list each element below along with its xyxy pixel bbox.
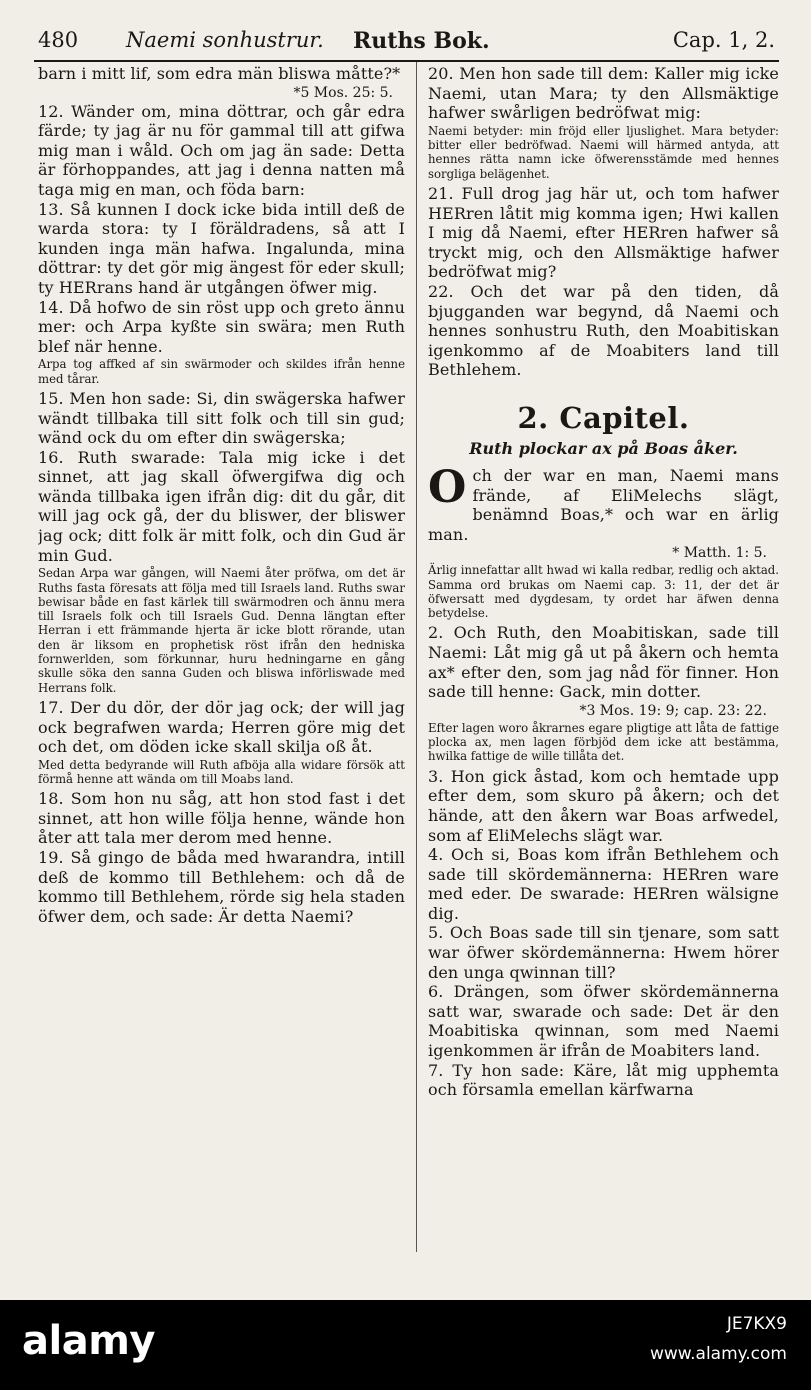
drop-cap: O: [428, 461, 467, 513]
verse-paragraph: 4. Och si, Boas kom ifrån Bethlehem och sade till skördemännerna: HERren ware med eder. De swarade: HERren wälsigne dig.: [428, 845, 779, 923]
cross-reference: * Matth. 1: 5.: [672, 545, 767, 562]
commentary-note: Arpa tog affked af sin swärmoder och skildes ifrån henne med tårar.: [38, 357, 405, 386]
verse-paragraph: 5. Och Boas sade till sin tjenare, som satt war öfwer skördemännerna: Hwem hörer den unga qwinnan till?: [428, 923, 779, 982]
verse-paragraph: 15. Men hon sade: Si, din swägerska hafwer wändt tillbaka till sitt folk och till sin gud; wänd ock du om efter din swägerska;: [38, 388, 405, 448]
opening-verse-text: ch der war en man, Naemi mans frände, af EliMelechs slägt, benämnd Boas,* och war en ärlig man.: [428, 465, 779, 544]
verse-paragraph: 3. Hon gick åstad, kom och hemtade upp efter dem, som skuro på åkern; och det hände, att den åkern war Boas arfwedel, som af EliMelechs slägt war.: [428, 766, 779, 845]
right-column: [428, 64, 779, 1100]
verse-paragraph: 12. Wänder om, mina döttrar, och går edra färde; ty jag är nu för gammal till att gifwa mig man i wåld. Och om jag än sade: Detta är förhoppandes, att jag i denna natten må taga mig en man, och föda barn:: [38, 101, 405, 199]
verse-paragraph: 18. Som hon nu såg, att hon stod fast i det sinnet, att hon wille följa henne, wände hon åter att tala mer derom med henne.: [38, 789, 405, 848]
cross-reference: *3 Mos. 19: 9; cap. 23: 22.: [579, 702, 767, 719]
verse-paragraph: 14. Då hofwo de sin röst upp och greto ännu mer: och Arpa kyßte sin swära; men Ruth blef när henne.: [38, 297, 405, 356]
running-title-left: Naemi sonhustrur.: [126, 28, 324, 52]
watermark-url: www.alamy.com: [649, 1344, 787, 1364]
verse-paragraph: 20. Men hon sade till dem: Kaller mig icke Naemi, utan Mara; ty den Allsmäktige hafwer swårligen bedröfwat mig:: [428, 64, 779, 123]
running-title-right: Cap. 1, 2.: [672, 28, 775, 52]
chapter-summary: Ruth plockar ax på Boas åker.: [469, 438, 738, 458]
left-column: [38, 64, 405, 926]
verse-paragraph: 7. Ty hon sade: Käre, låt mig upphemta och församla emellan kärfwarna: [428, 1060, 779, 1100]
commentary-note: Med detta bedyrande will Ruth afböja alla widare försök att förmå henne att wända om till Moabs land.: [38, 757, 405, 786]
commentary-note: Efter lagen woro åkrarnes egare pligtige att låta de fattige plocka ax, men lagen förbjöd dem icke att bestämma, hwilka fattige de wille tillåta det.: [428, 720, 779, 764]
alamy-logo: alamy: [22, 1318, 155, 1364]
verse-paragraph: 22. Och det war på den tiden, då bjugganden war begynd, då Naemi och hennes sonhustru Ruth, den Moabitiskan igenkommo af de Moabiters land till Bethlehem.: [428, 281, 779, 380]
commentary-note: Sedan Arpa war gången, will Naemi åter pröfwa, om det är Ruths fasta föresats att följa med till Israels land. Ruths swar bewisar både en fast kärlek till swärmodren och ännu mera till Israels folk och till Israels Gud. Denna längtan efter Herran i ett främmande hjerta är icke blott rörande, utan den är liksom en prophetisk röst ifrån den hedniska fornwerlden, som förkunnar, huru hedningarne en gång skulle söka den sanna Guden och bliswa införliswade med Herrans folk.: [38, 566, 405, 695]
chapter-title: 2. Capitel.: [517, 400, 690, 435]
verse-paragraph: 21. Full drog jag här ut, och tom hafwer HERren låtit mig komma igen; Hwi kallen I mig då Naemi, efter HERren hafwer så tryckt mig, och den Allsmäktige hafwer bedröfwat mig?: [428, 183, 779, 282]
verse-paragraph: 17. Der du dör, der dör jag ock; der will jag ock begrafwen warda; Herren göre mig det och det, om döden icke skall skilja oß åt.: [38, 697, 405, 757]
cross-reference: *5 Mos. 25: 5.: [293, 84, 393, 101]
header-rule: [34, 60, 779, 62]
verse-paragraph: barn i mitt lif, som edra män bliswa måtte?*: [38, 64, 401, 83]
commentary-note: Ärlig innefattar allt hwad wi kalla redbar, redlig och aktad. Samma ord brukas om Naemi cap. 3: 11, der det är öfwersatt med dygdesam, ty ordet har äfwen denna betydelse.: [428, 563, 779, 621]
verse-paragraph: 16. Ruth swarade: Tala mig icke i det sinnet, att jag skall öfwergifwa dig och wända tillbaka igen ifrån dig: dit du går, dit will jag ock gå, der du bliswer, der bliswer jag ock; ditt folk är mitt folk, och din Gud är min Gud.: [38, 447, 405, 565]
watermark-bar: [0, 1300, 811, 1390]
column-divider: [416, 62, 417, 1252]
verse-paragraph: 2. Och Ruth, den Moabitiskan, sade till Naemi: Låt mig gå ut på åkern och hemta ax* efter den, som jag nåd för finner. Hon sade till henne: Gack, min dotter.: [428, 623, 779, 702]
page-number: 480: [38, 28, 79, 52]
commentary-note: Naemi betyder: min fröjd eller ljuslighet. Mara betyder: bitter eller bedröfwad. Naemi will härmed antyda, att hennes rätta namn icke öfwerensstämde med hennes sorgliga belägenhet.: [428, 123, 779, 181]
verse-paragraph: 19. Så gingo de båda med hwarandra, intill deß de kommo till Bethlehem: och då de kommo till Bethlehem, rörde sig hela staden öfwer dem, och sade: Är detta Naemi?: [38, 848, 405, 926]
image-id: JE7KX9: [726, 1314, 787, 1334]
verse-paragraph: 13. Så kunnen I dock icke bida intill deß de warda stora: ty I föräldradens, så att I kunden inga män hafwa. Ingalunda, mina döttrar: ty det gör mig ängest för eder skull; ty HERrans hand är utgången öfwer mig.: [38, 199, 405, 297]
verse-paragraph: 6. Drängen, som öfwer skördemännerna satt war, swarade och sade: Det är den Moabitiska qwinnan, som med Naemi igenkommen är ifrån de Moabiters land.: [428, 982, 779, 1061]
page-header: [38, 24, 775, 60]
opening-verse: [428, 461, 779, 544]
running-title-center: Ruths Bok.: [353, 28, 490, 54]
